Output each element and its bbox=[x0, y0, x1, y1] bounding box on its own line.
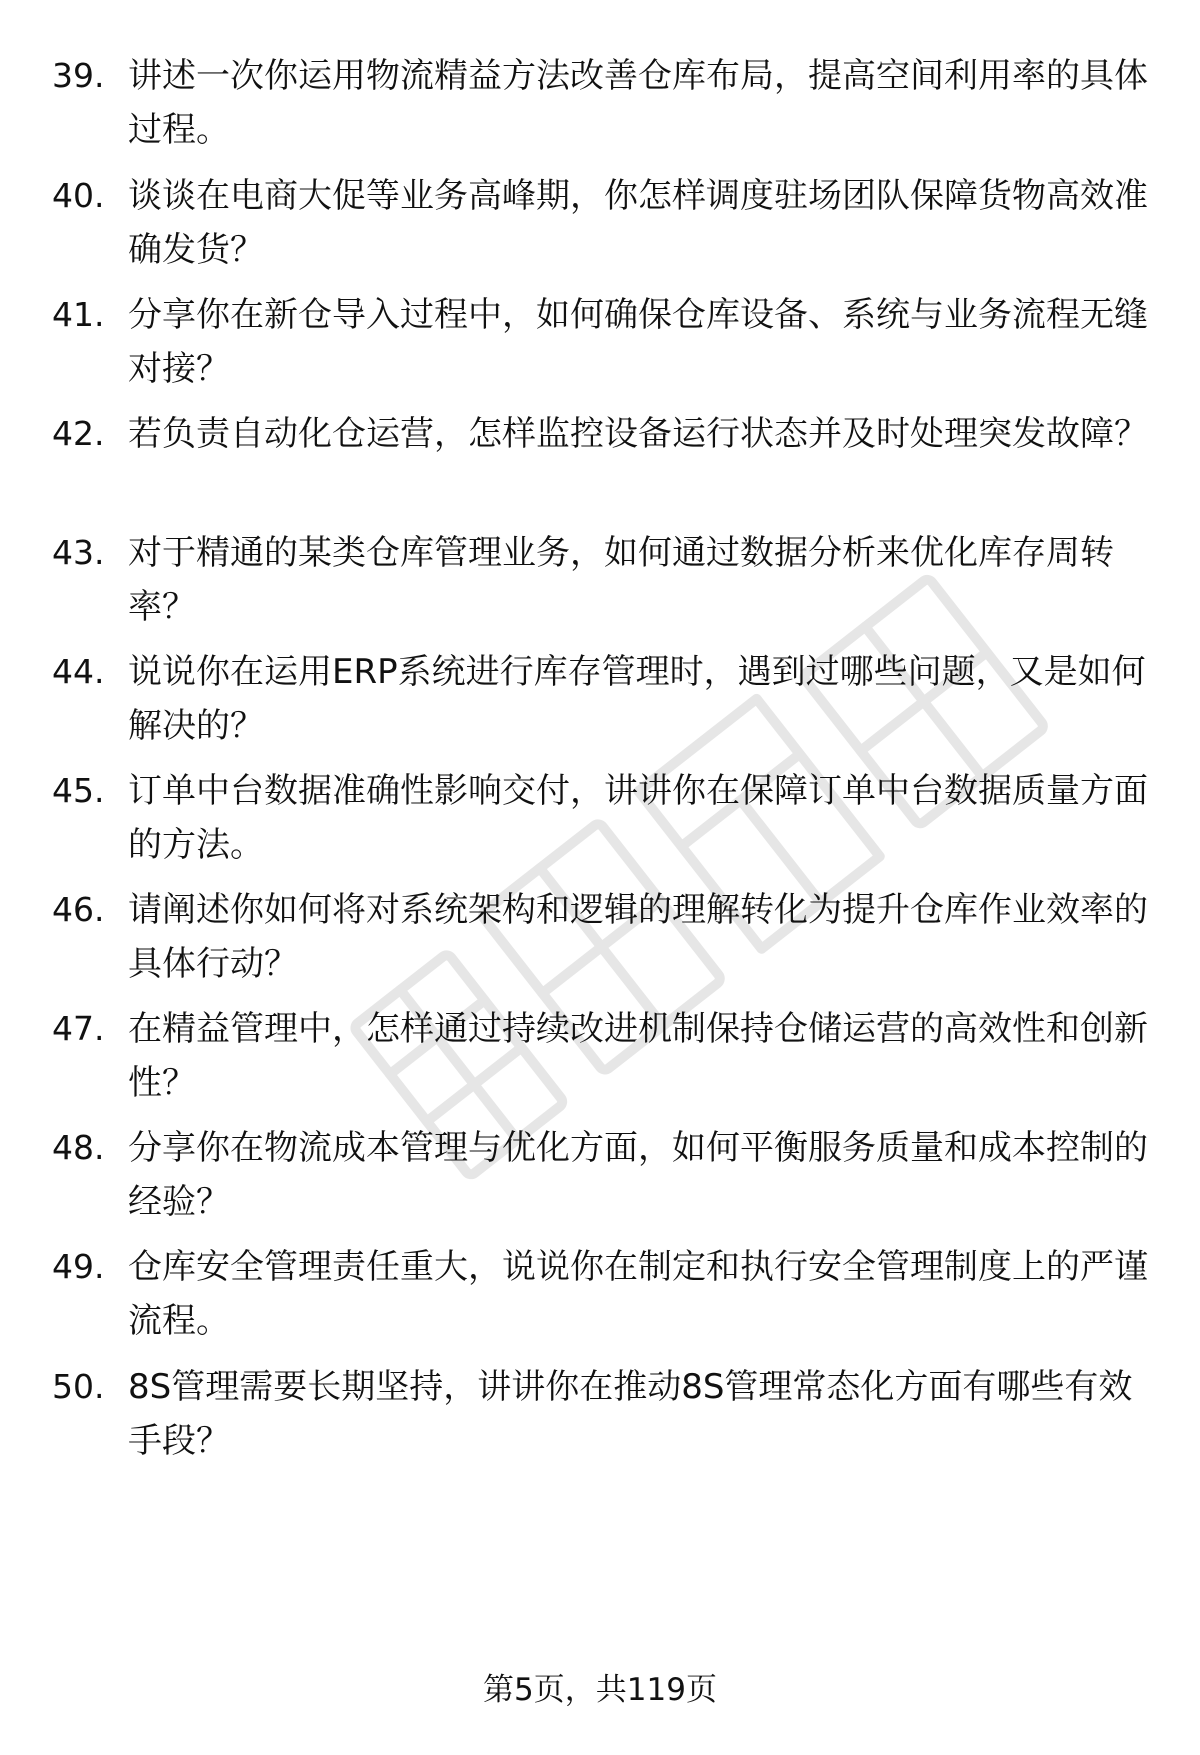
list-item bbox=[0, 1002, 1200, 1112]
page-number: 第5页，共119页 bbox=[483, 1672, 717, 1708]
question-text: 仓库安全管理责任重大，说说你在制定和执行安全管理制度上的严谨流程。 bbox=[128, 1247, 1148, 1341]
question-number: 49. bbox=[52, 1247, 105, 1286]
question-number: 43. bbox=[52, 533, 105, 572]
question-text: 在精益管理中，怎样通过持续改进机制保持仓储运营的高效性和创新性？ bbox=[128, 1009, 1148, 1103]
question-number: 47. bbox=[52, 1009, 105, 1048]
question-number: 39. bbox=[52, 56, 105, 95]
question-text: 若负责自动化仓运营，怎样监控设备运行状态并及时处理突发故障？ bbox=[128, 414, 1148, 454]
question-text: 订单中台数据准确性影响交付，讲讲你在保障订单中台数据质量方面的方法。 bbox=[128, 771, 1148, 865]
question-text: 对于精通的某类仓库管理业务，如何通过数据分析来优化库存周转率？ bbox=[128, 533, 1114, 627]
list-item bbox=[0, 526, 1200, 636]
list-item bbox=[0, 645, 1200, 755]
question-number: 48. bbox=[52, 1128, 105, 1167]
question-number: 41. bbox=[52, 295, 105, 334]
list-item bbox=[0, 407, 1200, 517]
question-number: 40. bbox=[52, 176, 105, 215]
list-item bbox=[0, 169, 1200, 279]
question-text: 8S管理需要长期坚持，讲讲你在推动8S管理常态化方面有哪些有效手段？ bbox=[128, 1367, 1133, 1461]
question-text: 分享你在新仓导入过程中，如何确保仓库设备、系统与业务流程无缝对接？ bbox=[128, 295, 1148, 389]
question-text: 谈谈在电商大促等业务高峰期，你怎样调度驻场团队保障货物高效准确发货？ bbox=[128, 176, 1148, 270]
question-text: 讲述一次你运用物流精益方法改善仓库布局，提高空间利用率的具体过程。 bbox=[128, 56, 1148, 150]
list-item bbox=[0, 883, 1200, 993]
question-number: 50. bbox=[52, 1367, 105, 1406]
list-item bbox=[0, 49, 1200, 159]
question-text: 说说你在运用ERP系统进行库存管理时，遇到过哪些问题，又是如何解决的？ bbox=[128, 652, 1146, 746]
question-text: 分享你在物流成本管理与优化方面，如何平衡服务质量和成本控制的经验？ bbox=[128, 1128, 1148, 1222]
question-number: 42. bbox=[52, 414, 105, 453]
list-item bbox=[0, 1240, 1200, 1350]
question-number: 44. bbox=[52, 652, 105, 691]
question-text: 请阐述你如何将对系统架构和逻辑的理解转化为提升仓库作业效率的具体行动？ bbox=[128, 890, 1148, 984]
question-number: 46. bbox=[52, 890, 105, 929]
question-number: 45. bbox=[52, 771, 105, 810]
list-item bbox=[0, 764, 1200, 874]
list-item bbox=[0, 1121, 1200, 1231]
list-item bbox=[0, 1360, 1200, 1470]
list-item bbox=[0, 288, 1200, 398]
